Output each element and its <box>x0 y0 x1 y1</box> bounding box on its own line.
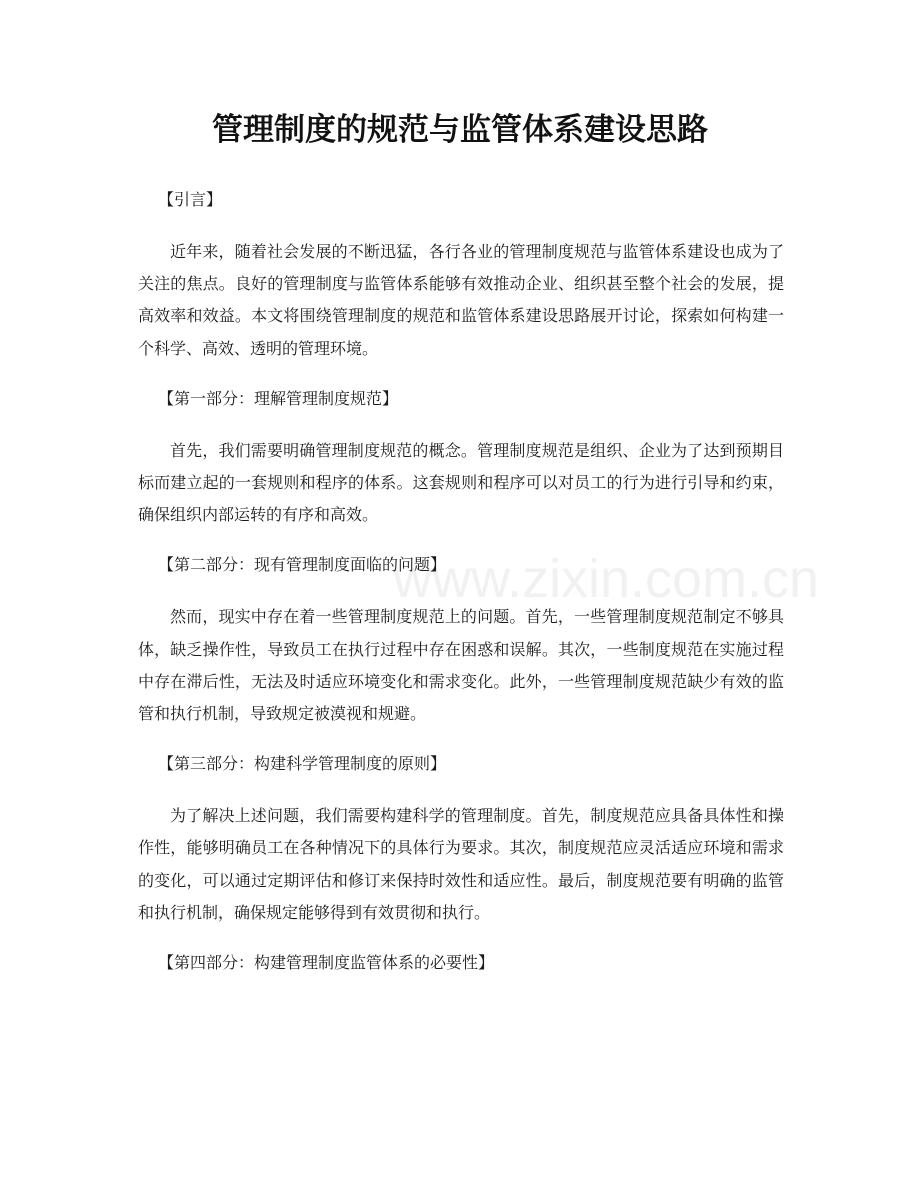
section-paragraph-part-1: 首先，我们需要明确管理制度规范的概念。管理制度规范是组织、企业为了达到预期目标而建立起的一套规则和程序的体系。这套规则和程序可以对员工的行为进行引导和约束，确保组织内部运转的有序和高效。 <box>138 440 784 525</box>
watermark: www.zixin.com.cn <box>393 549 820 609</box>
section-heading-part-1: 【第一部分：理解管理制度规范】 <box>158 388 399 408</box>
section-heading-intro: 【引言】 <box>158 190 223 209</box>
section-paragraph-part-2: 然而，现实中存在着一些管理制度规范上的问题。首先，一些管理制度规范制定不够具体，缺乏操作性，导致员工在执行过程中存在困惑和误解。其次，一些制度规范在实施过程中存在滞后性，无法及时适应环境变化和需求变化。此外，一些管理制度规范缺少有效的监管和执行机制，导致规定被漠视和规避。 <box>138 607 784 724</box>
document-title: 管理制度的规范与监管体系建设思路 <box>212 112 708 148</box>
section-paragraph-part-3: 为了解决上述问题，我们需要构建科学的管理制度。首先，制度规范应具备具体性和操作性，能够明确员工在各种情况下的具体行为要求。其次，制度规范应灵活适应环境和需求的变化，可以通过定期评估和修订来保持时效性和适应性。最后，制度规范要有明确的监管和执行机制，确保规定能够得到有效贯彻和执行。 <box>138 806 784 922</box>
document-body <box>138 184 784 979</box>
section-heading-part-2: 【第二部分：现有管理制度面临的问题】 <box>158 555 447 575</box>
section-heading-part-4: 【第四部分：构建管理制度监管体系的必要性】 <box>158 953 495 973</box>
section-paragraph-intro: 近年来，随着社会发展的不断迅猛，各行各业的管理制度规范与监管体系建设也成为了关注的焦点。良好的管理制度与监管体系能够有效推动企业、组织甚至整个社会的发展，提高效率和效益。本文将围绕管理制度的规范和监管体系建设思路展开讨论，探索如何构建一个科学、高效、透明的管理环境。 <box>138 242 784 358</box>
section-heading-part-3: 【第三部分：构建科学管理制度的原则】 <box>158 754 447 774</box>
